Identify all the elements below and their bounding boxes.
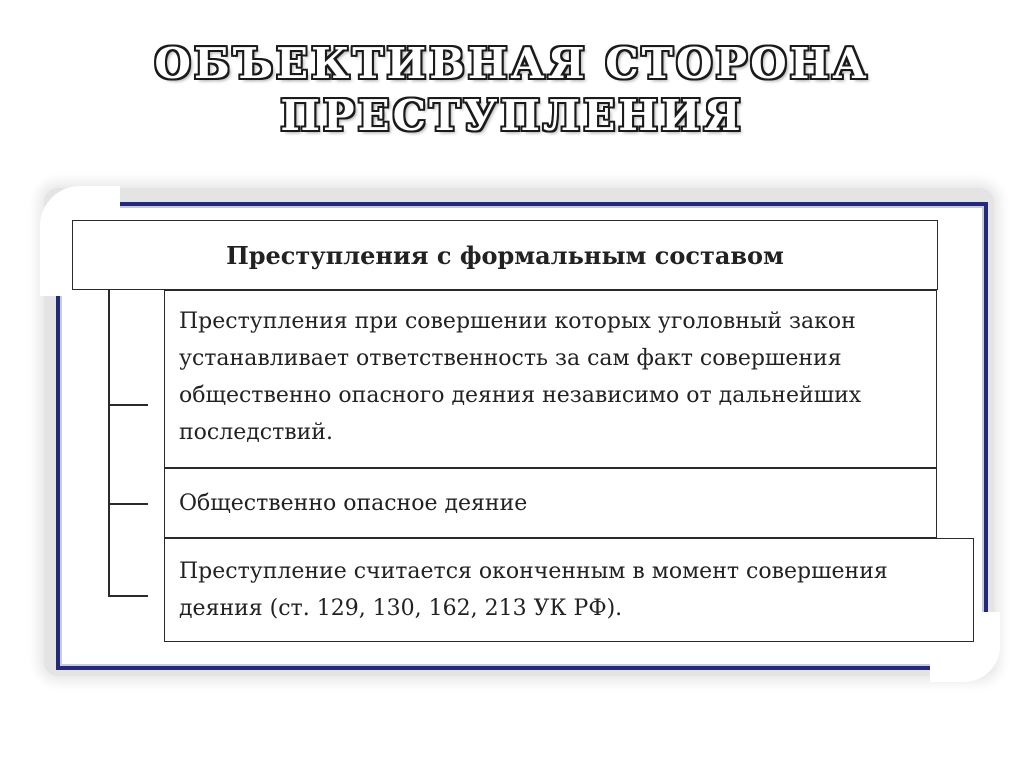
slide-title-line-1: ОБЪЕКТИВНАЯ СТОРОНА: [154, 39, 870, 88]
scheme-item-2: Общественно опасное деяние: [164, 468, 937, 538]
scheme-item-1: Преступления при совершении которых уголовный закон устанавливает ответственность за сам факт совершения общественно опасного деяния независимо от дальнейших последствий.: [164, 290, 937, 468]
slide-title-line-2: ПРЕСТУПЛЕНИЯ: [280, 91, 744, 140]
bracket-connector-1: [108, 404, 148, 406]
bracket-vertical-line: [108, 290, 110, 596]
scheme-item-3: Преступление считается оконченным в момент совершения деяния (ст. 129, 130, 162, 213 УК РФ).: [164, 538, 974, 642]
bracket-connector-3: [108, 595, 148, 597]
scheme-header: Преступления с формальным составом: [72, 220, 938, 290]
bracket-connector-2: [108, 503, 148, 505]
slide-title: [0, 38, 1024, 142]
